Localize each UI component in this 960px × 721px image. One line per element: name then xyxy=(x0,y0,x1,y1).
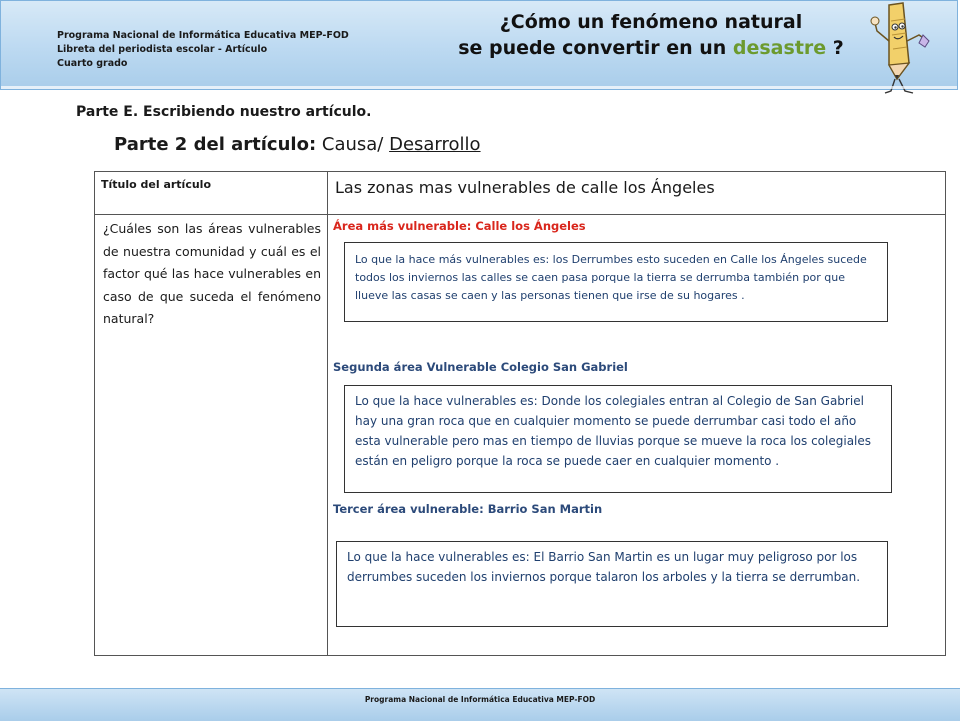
headline-accent: desastre xyxy=(732,37,827,59)
area-1-label: Área más vulnerable: Calle los Ángeles xyxy=(333,219,586,233)
headline-line-2 xyxy=(441,35,861,61)
area-3-description: Lo que la hace vulnerables es: El Barrio San Martin es un lugar muy peligroso por los derrumbes suceden los inviernos porque talaron los arboles y la tierra se derrumban. xyxy=(336,541,888,627)
page-headline xyxy=(441,9,861,61)
program-line-2: Libreta del periodista escolar - Artículo xyxy=(57,44,268,55)
title-value: Las zonas mas vulnerables de calle los Ángeles xyxy=(335,178,715,197)
footer-band xyxy=(0,688,960,721)
area-2-description: Lo que la hace vulnerables es: Donde los colegiales entran al Colegio de San Gabriel hay una gran roca que en cualquier momento se puede derrumbar casi todo el año esta vulnerable pero mas en tiempo de lluvias porque se mueve la roca los colegiales están en peligro porque la roca se puede caer en cualquier momento . xyxy=(344,385,892,493)
part-2-heading xyxy=(114,134,481,155)
headline-prefix: se puede convertir en un xyxy=(458,37,733,59)
column-divider xyxy=(327,172,328,655)
headline-suffix: ? xyxy=(826,37,844,59)
program-info xyxy=(57,29,349,71)
part-e-heading: Parte E. Escribiendo nuestro artículo. xyxy=(76,104,372,120)
program-line-1: Programa Nacional de Informática Educativa MEP-FOD xyxy=(57,30,349,41)
headline-line-1: ¿Cómo un fenómeno natural xyxy=(499,11,803,33)
area-2-label: Segunda área Vulnerable Colegio San Gabriel xyxy=(333,360,628,374)
footer-text: Programa Nacional de Informática Educativa MEP-FOD xyxy=(364,695,596,704)
title-label: Título del artículo xyxy=(101,178,212,191)
part-2-bold: Parte 2 del artículo: xyxy=(114,134,317,155)
pencil-character-icon xyxy=(867,1,947,97)
area-3-label: Tercer área vulnerable: Barrio San Martin xyxy=(333,502,603,516)
question-text: ¿Cuáles son las áreas vulnerables de nuestra comunidad y cuál es el factor qué las hace vulnerables en caso de que suceda el fenómeno natural? xyxy=(103,221,321,326)
program-line-3: Cuarto grado xyxy=(57,58,128,69)
part-2-normal: Causa/ xyxy=(316,134,390,155)
area-1-description: Lo que la hace más vulnerables es: los Derrumbes esto suceden en Calle los Ángeles sucede todos los inviernos las calles se caen pasa porque la tierra se derrumba también por que llueve las casas se caen y las personas tienen que irse de su hogares . xyxy=(344,242,888,322)
part-2-underlined: Desarrollo xyxy=(389,134,481,155)
header-band xyxy=(0,0,958,90)
article-table xyxy=(94,171,946,656)
